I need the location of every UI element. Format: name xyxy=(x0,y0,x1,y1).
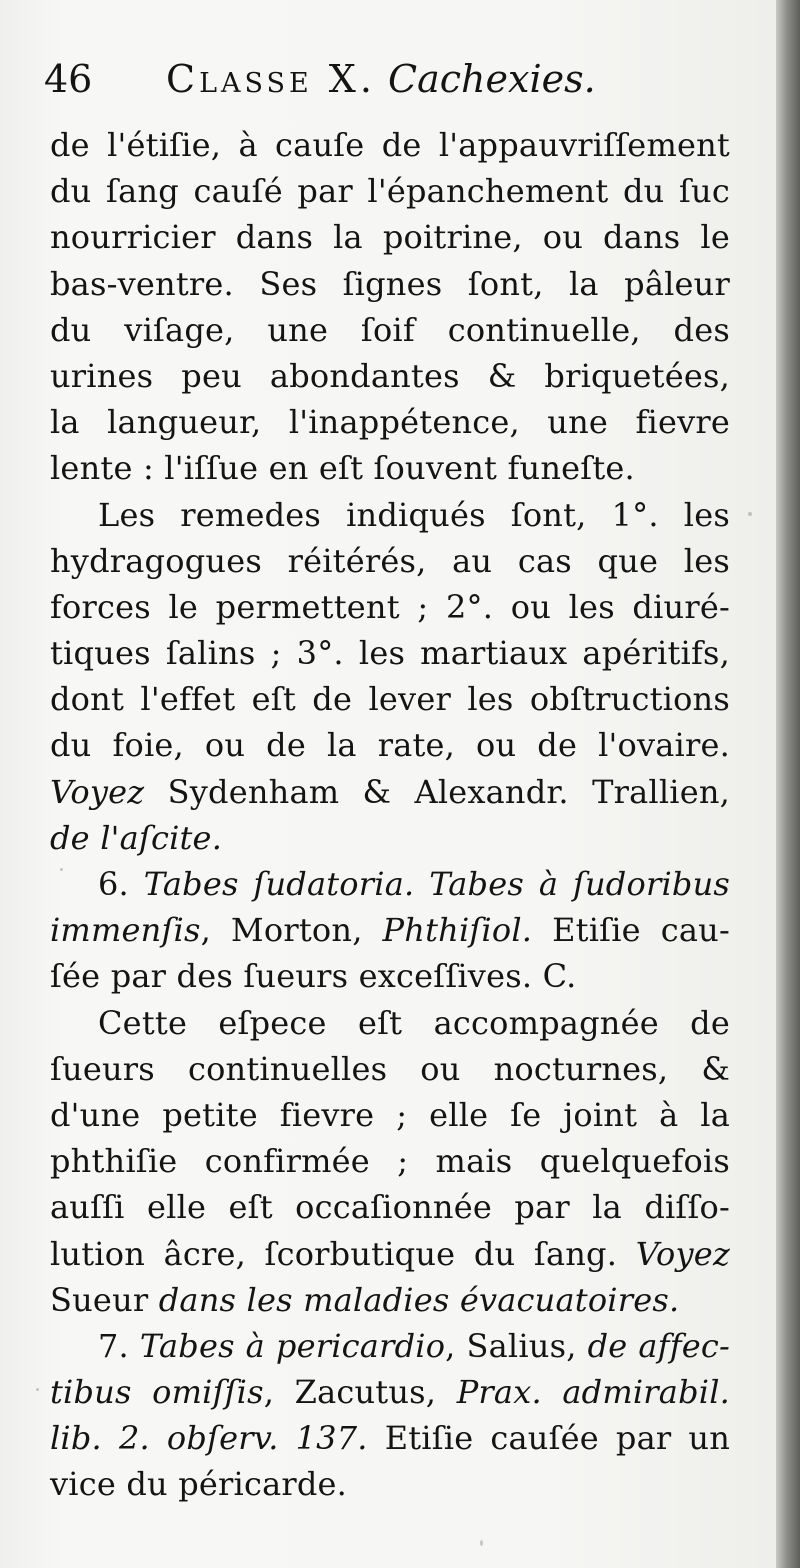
text-italic: immenſis xyxy=(50,911,201,950)
text-line: urines peu abondantes & briquetées, xyxy=(50,356,730,395)
text-line: du viſage, une ſoif continuelle, des xyxy=(50,310,730,349)
text-line xyxy=(50,1277,730,1323)
paper-speck xyxy=(36,1388,39,1391)
text-roman: Sueur xyxy=(50,1280,149,1319)
text-line: tiques ſalins ; 3°. les martiaux apéritifs, xyxy=(50,634,730,673)
page-gutter-shadow xyxy=(776,0,800,1568)
text-roman: lution âcre, ſcorbutique du ſang. xyxy=(50,1234,618,1273)
text-line: forces le permettent ; 2°. ou les diuré- xyxy=(50,587,730,626)
text-line: d'une petite fievre ; elle ſe joint à la xyxy=(50,1095,730,1134)
text-italic: de affec- xyxy=(587,1326,731,1365)
text-italic: dans les maladies évacuatoires. xyxy=(158,1280,680,1319)
text-line: Cette eſpece eſt accompagnée de xyxy=(98,1003,730,1042)
text-line xyxy=(50,1415,730,1461)
text-line: ſueurs continuelles ou nocturnes, & xyxy=(50,1049,730,1088)
text-line: lente : l'iſſue en eſt ſouvent funeſte. xyxy=(50,449,635,488)
text-line: phthiſie confirmée ; mais quelquefois xyxy=(50,1142,730,1181)
text-line: nourricier dans la poitrine, ou dans le xyxy=(50,218,730,257)
text-line xyxy=(50,861,730,907)
text-roman: Etiſie cau- xyxy=(552,911,730,950)
text-line: dont l'effet eſt de lever les obſtructions xyxy=(50,680,730,719)
text-roman: , Salius, xyxy=(445,1326,577,1365)
text-line xyxy=(50,1231,730,1277)
text-italic: lib. 2. obſerv. 137. xyxy=(50,1419,368,1458)
class-title: Classe X. xyxy=(166,57,376,101)
text-roman: , Zacutus, xyxy=(263,1373,437,1412)
text-roman: Etiſie cauſée par un xyxy=(384,1419,731,1458)
section-title: Cachexies. xyxy=(388,57,596,101)
entry-title: Tabes à pericardio xyxy=(139,1326,446,1365)
text-line: du foie, ou de la rate, ou de l'ovaire. xyxy=(50,726,730,765)
text-line: la langueur, l'inappétence, une fievre xyxy=(50,403,730,442)
text-line: de l'aſcite. xyxy=(50,818,223,857)
text-line: auſſi elle eſt occaſionnée par la diſſo- xyxy=(50,1188,730,1227)
text-line: de l'étiſie, à cauſe de l'appauvriſſement xyxy=(50,126,730,164)
entry-number: 7. xyxy=(98,1326,129,1365)
text-roman: , Morton, xyxy=(200,911,363,950)
paper-speck xyxy=(60,868,63,871)
text-italic: tibus omiſſis xyxy=(50,1373,264,1412)
text-line: ſée par des ſueurs exceſſives. C. xyxy=(50,957,577,996)
text-italic: Voyez xyxy=(635,1234,730,1273)
text-line xyxy=(50,1369,730,1415)
running-head xyxy=(44,56,734,102)
text-line: vice du péricarde. xyxy=(50,1465,348,1504)
text-line: bas-ventre. Ses ſignes ſont, la pâleur xyxy=(50,264,730,303)
text-line xyxy=(50,907,730,953)
text-italic: Voyez xyxy=(50,772,145,811)
text-line: du ſang cauſé par l'épanchement du ſuc xyxy=(50,172,730,211)
page-number: 46 xyxy=(44,57,93,101)
text-italic: Phthiſiol. xyxy=(382,911,533,950)
text-italic: Prax. admirabil. xyxy=(456,1373,731,1412)
paper-speck xyxy=(748,512,752,516)
body-text xyxy=(50,122,730,1508)
text-roman: Sydenham & Alexandr. Trallien, xyxy=(167,772,731,811)
text-line: Les remedes indiqués ſont, 1°. les xyxy=(98,495,730,534)
text-line xyxy=(50,769,730,815)
entry-title: Tabes ſudatoria. Tabes à ſudoribus xyxy=(143,865,730,903)
paper-speck xyxy=(480,1540,483,1546)
text-line: hydragogues réitérés, au cas que les xyxy=(50,541,730,580)
text-line xyxy=(50,1323,730,1369)
entry-number: 6. xyxy=(98,865,129,903)
